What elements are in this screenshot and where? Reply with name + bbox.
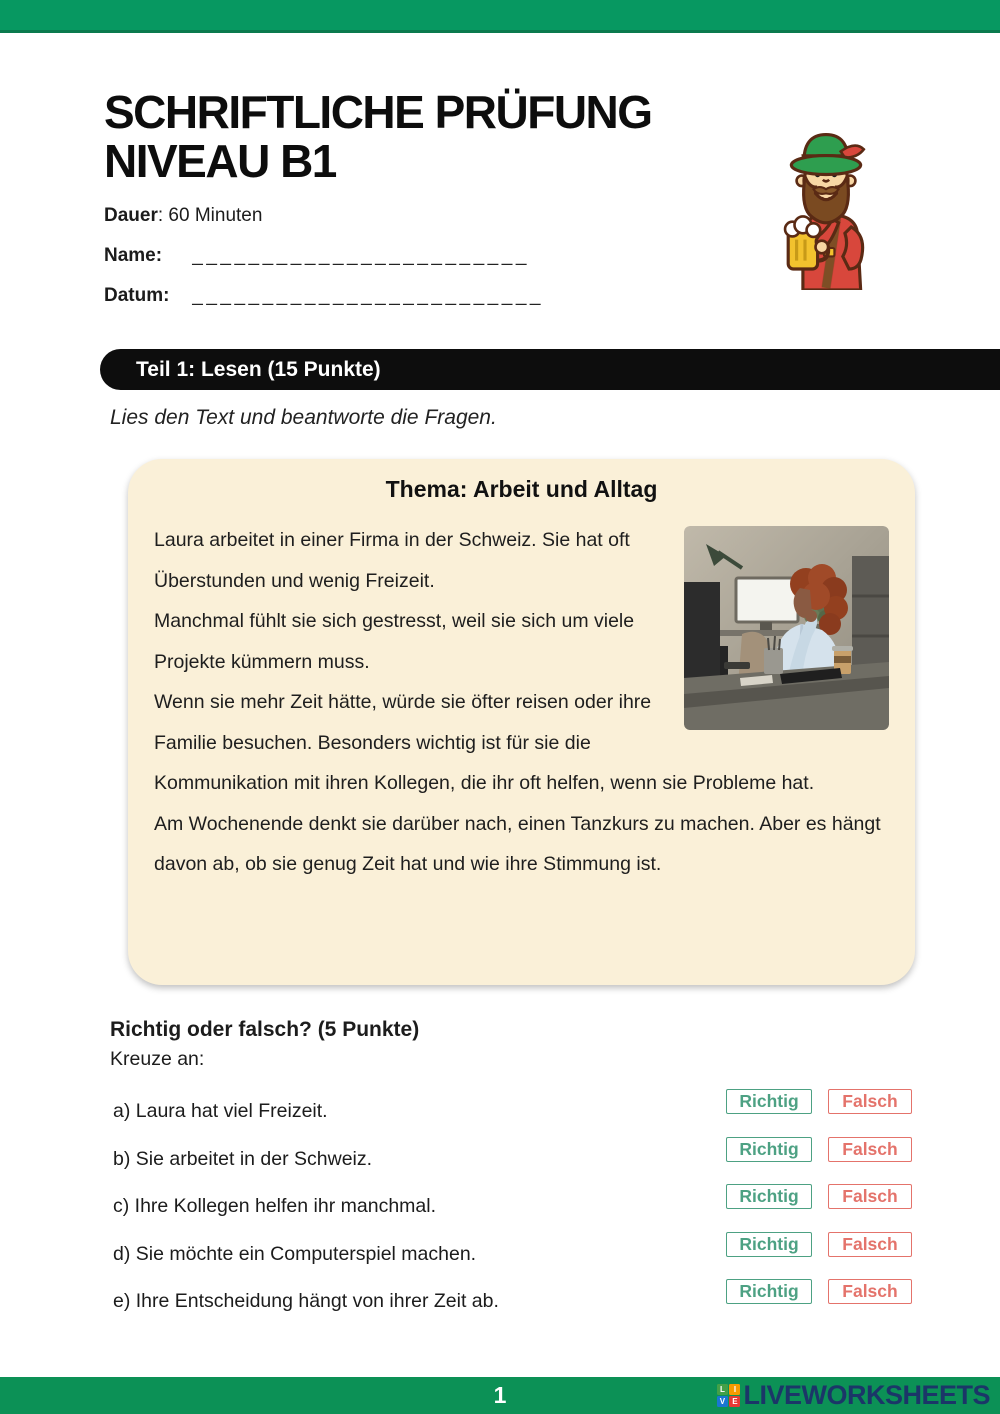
date-label: Datum: [104,285,170,306]
logo-square-l: L [717,1384,728,1395]
reading-body [154,520,889,885]
reading-paragraph: Laura arbeitet in einer Firma in der Schweiz. Sie hat oft Überstunden und wenig Freizeit. [154,529,630,592]
answer-buttons [726,1279,912,1304]
page-title-line2: NIVEAU B1 [104,135,336,187]
falsch-button-e[interactable]: Falsch [828,1279,912,1304]
duration-value: : 60 Minuten [157,205,263,226]
question-row-a [110,1089,912,1122]
logo-square-e: E [729,1396,740,1407]
name-label: Name: [104,245,163,266]
question-text: d) Sie möchte ein Computerspiel machen. [113,1242,477,1265]
falsch-button-b[interactable]: Falsch [828,1137,912,1162]
reading-text-box [128,459,915,985]
richtig-button-e[interactable]: Richtig [726,1279,812,1304]
reading-paragraph: Wenn sie mehr Zeit hätte, würde sie öfter reisen oder ihre Familie besuchen. Besonders wichtig ist für sie die Kommunikation mit ihren Kollegen, die ihr oft helfen, wenn sie Probleme hat. [154,691,815,794]
liveworksheets-wordmark: LIVEWORKSHEETS [743,1380,990,1410]
section-title: Teil 1: Lesen (15 Punkte) [136,358,381,381]
answer-buttons [726,1232,912,1257]
truefalse-subheading: Kreuze an: [110,1048,205,1070]
reading-paragraph: Am Wochenende denkt sie darüber nach, einen Tanzkurs zu machen. Aber es hängt davon ab, ob sie genug Zeit hat und wie ihre Stimmung ist. [154,812,881,875]
liveworksheets-logo [717,1377,990,1414]
name-row [104,245,544,265]
section-instruction: Lies den Text und beantworte die Fragen. [110,406,497,429]
exam-meta [104,205,544,325]
question-row-c [110,1184,912,1217]
page-title [104,88,764,186]
richtig-button-a[interactable]: Richtig [726,1089,812,1114]
truefalse-question-list [110,1089,912,1327]
logo-square-i: I [729,1384,740,1395]
section-title-bar [100,349,1000,390]
footer-bar [0,1377,1000,1414]
top-green-bar [0,0,1000,33]
falsch-button-a[interactable]: Falsch [828,1089,912,1114]
liveworksheets-logo-icon [717,1384,741,1408]
richtig-button-c[interactable]: Richtig [726,1184,812,1209]
reading-title: Thema: Arbeit und Alltag [385,476,658,502]
question-text: a) Laura hat viel Freizeit. [113,1100,328,1122]
page-title-line1: SCHRIFTLICHE PRÜFUNG [104,86,652,138]
duration-row [104,205,544,225]
duration-label: Dauer [104,205,158,226]
question-text: b) Sie arbeitet in der Schweiz. [113,1147,373,1170]
bavarian-man-with-beer-icon [772,122,880,290]
question-text: c) Ihre Kollegen helfen ihr manchmal. [113,1195,436,1217]
answer-buttons [726,1137,912,1162]
answer-buttons [726,1184,912,1209]
answer-buttons [726,1089,912,1114]
question-row-e [110,1279,912,1312]
richtig-button-d[interactable]: Richtig [726,1232,812,1257]
falsch-button-d[interactable]: Falsch [828,1232,912,1257]
richtig-button-b[interactable]: Richtig [726,1137,812,1162]
page-number: 1 [493,1382,507,1408]
question-row-b [110,1137,912,1170]
question-row-d [110,1232,912,1265]
date-row [104,285,544,305]
woman-office-photo [684,526,889,730]
reading-paragraph: Manchmal fühlt sie sich gestresst, weil sie sich um viele Projekte kümmern muss. [154,610,635,673]
date-blank-field[interactable]: _________________________ [192,285,544,306]
falsch-button-c[interactable]: Falsch [828,1184,912,1209]
question-text: e) Ihre Entscheidung hängt von ihrer Zeit ab. [113,1290,499,1312]
name-blank-field[interactable]: ________________________ [192,245,530,266]
logo-square-v: V [717,1396,728,1407]
truefalse-heading: Richtig oder falsch? (5 Punkte) [110,1018,420,1041]
